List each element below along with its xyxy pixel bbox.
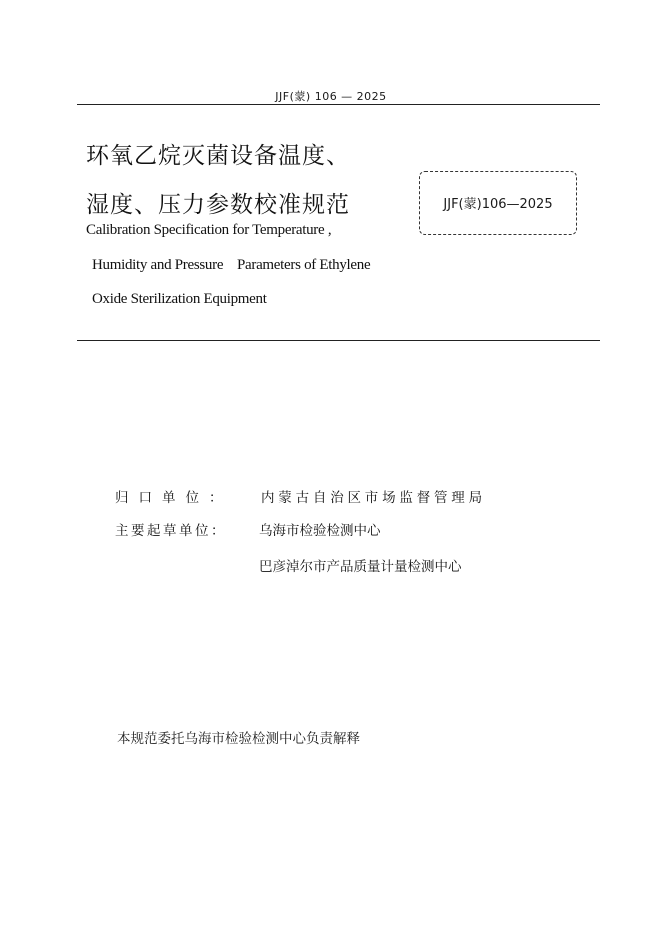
- specification-code: JJF(蒙)106—2025: [443, 197, 553, 212]
- title-chinese-line-2: 湿度、压力参数校准规范: [86, 192, 350, 218]
- title-english-line-1: Calibration Specification for Temperature ,: [86, 222, 332, 238]
- header-code: JJF(蒙) 106 — 2025: [275, 90, 387, 103]
- title-rule: [77, 340, 600, 341]
- title-english-line-3: Oxide Sterilization Equipment: [92, 291, 267, 307]
- specification-code-box: [419, 171, 577, 235]
- drafting-unit-label: 主要起草单位：: [115, 523, 227, 539]
- title-english-line-2: Humidity and Pressure Parameters of Ethylene: [92, 257, 371, 273]
- interpretation-note: 本规范委托乌海市检验检测中心负责解释: [117, 731, 360, 747]
- drafting-unit-value-2: 巴彦淖尔市产品质量计量检测中心: [259, 559, 462, 575]
- drafting-unit-value-1: 乌海市检验检测中心: [259, 523, 381, 539]
- title-chinese-line-1: 环氧乙烷灭菌设备温度、: [86, 143, 350, 169]
- header-rule: [77, 104, 600, 105]
- responsible-unit-value: 内蒙古自治区市场监督管理局: [261, 490, 486, 506]
- responsible-unit-label: 归口单位：: [115, 490, 233, 506]
